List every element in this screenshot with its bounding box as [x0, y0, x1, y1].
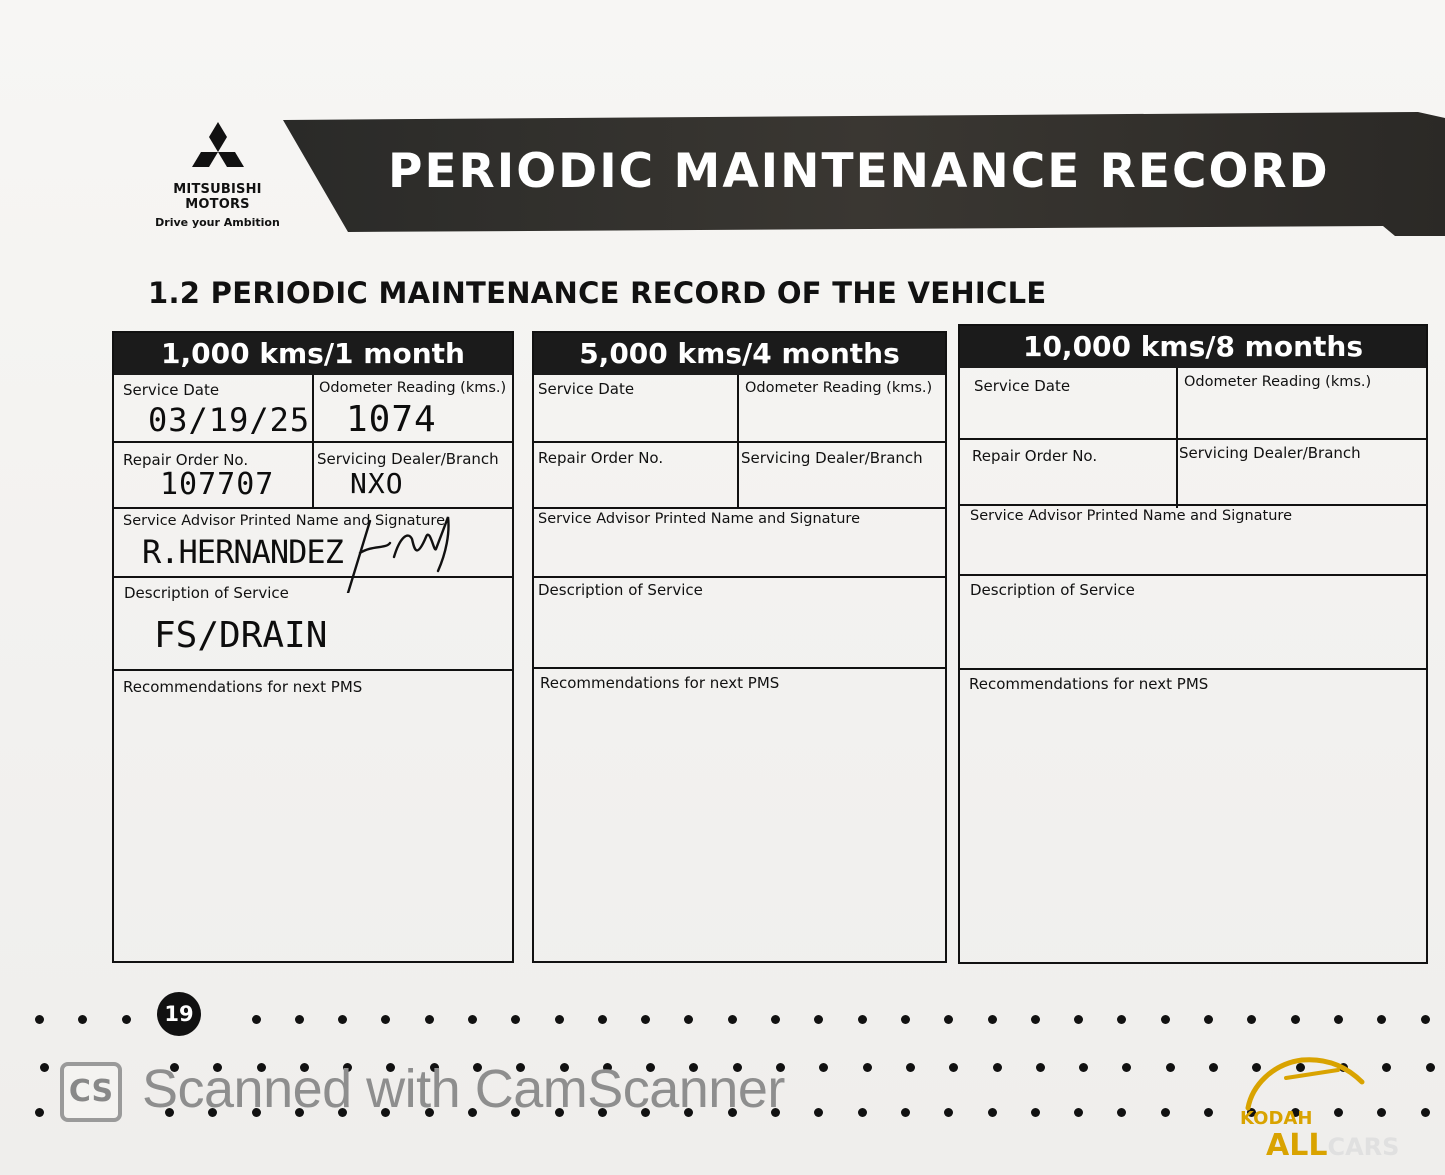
advisor-signature: [342, 513, 462, 593]
description-label: Description of Service: [970, 581, 1135, 599]
decorative-dot: [425, 1015, 434, 1024]
camscanner-icon: CS: [60, 1062, 122, 1122]
dealer-label: Servicing Dealer/Branch: [1179, 444, 1361, 462]
decorative-dot: [949, 1063, 958, 1072]
decorative-dot: [1377, 1015, 1386, 1024]
brand-tagline: Drive your Ambition: [155, 216, 280, 229]
decorative-dot: [993, 1063, 1002, 1072]
recommendations-label: Recommendations for next PMS: [969, 675, 1209, 693]
decorative-dot: [78, 1015, 87, 1024]
repair-order-label: Repair Order No.: [538, 449, 664, 467]
decorative-dot: [1334, 1015, 1343, 1024]
decorative-dot: [901, 1108, 910, 1117]
description-label: Description of Service: [538, 581, 703, 599]
service-date-label: Service Date: [123, 381, 220, 399]
car-outline-icon: [1242, 1056, 1372, 1116]
repair-order-value: 107707: [160, 467, 275, 502]
decorative-dot: [1117, 1108, 1126, 1117]
brand-line-1: MITSUBISHI: [173, 182, 262, 197]
repair-order-label: Repair Order No.: [972, 447, 1098, 465]
decorative-dot: [1074, 1015, 1083, 1024]
recommendations-label: Recommendations for next PMS: [540, 674, 780, 692]
odometer-value: 1074: [346, 399, 437, 440]
decorative-dot: [906, 1063, 915, 1072]
camscanner-watermark: Scanned with CamScanner: [142, 1059, 785, 1119]
decorative-dot: [819, 1063, 828, 1072]
dealer-label: Servicing Dealer/Branch: [317, 450, 499, 468]
decorative-dot: [863, 1063, 872, 1072]
decorative-dot: [1247, 1015, 1256, 1024]
decorative-dot: [511, 1015, 520, 1024]
description-label: Description of Service: [124, 584, 289, 602]
banner-title: PERIODIC MAINTENANCE RECORD: [388, 144, 1330, 199]
decorative-dot: [468, 1015, 477, 1024]
card-header: 1,000 kms/1 month: [114, 333, 512, 375]
mitsubishi-diamonds-icon: [188, 120, 248, 182]
decorative-dot: [1036, 1063, 1045, 1072]
decorative-dot: [1074, 1108, 1083, 1117]
decorative-dot: [771, 1015, 780, 1024]
decorative-dot: [988, 1108, 997, 1117]
decorative-dot: [858, 1015, 867, 1024]
description-value: FS/DRAIN: [154, 615, 328, 656]
odometer-label: Odometer Reading (kms.): [319, 380, 507, 396]
advisor-label: Service Advisor Printed Name and Signature: [970, 508, 1292, 524]
odometer-label: Odometer Reading (kms.): [745, 380, 933, 396]
decorative-dot: [35, 1015, 44, 1024]
title-banner: [283, 112, 1445, 236]
decorative-dot: [684, 1015, 693, 1024]
advisor-label: Service Advisor Printed Name and Signature: [123, 513, 445, 529]
decorative-dot: [858, 1108, 867, 1117]
section-title: 1.2 PERIODIC MAINTENANCE RECORD OF THE VEHICLE: [148, 276, 1047, 310]
mitsubishi-logo: [150, 120, 285, 229]
decorative-dot: [814, 1108, 823, 1117]
decorative-dot: [295, 1015, 304, 1024]
decorative-dot: [988, 1015, 997, 1024]
decorative-dot: [944, 1108, 953, 1117]
decorative-dot: [1291, 1015, 1300, 1024]
dealer-value: NXO: [350, 467, 404, 500]
record-card-10000: [958, 324, 1428, 964]
decorative-dot: [1421, 1015, 1430, 1024]
advisor-label: Service Advisor Printed Name and Signature: [538, 511, 860, 527]
decorative-dot: [1204, 1015, 1213, 1024]
service-date-label: Service Date: [974, 377, 1071, 395]
decorative-dot: [1204, 1108, 1213, 1117]
brand-line-2: MOTORS: [185, 197, 250, 212]
decorative-dot: [1031, 1015, 1040, 1024]
decorative-dot: [35, 1108, 44, 1117]
service-date-label: Service Date: [538, 380, 635, 398]
decorative-dot: [1166, 1063, 1175, 1072]
kodah-line-2: [1266, 1128, 1399, 1163]
decorative-dot: [598, 1015, 607, 1024]
decorative-dot: [1161, 1108, 1170, 1117]
decorative-dot: [1161, 1015, 1170, 1024]
dealer-label: Servicing Dealer/Branch: [741, 449, 923, 467]
decorative-dot: [40, 1063, 49, 1072]
decorative-dot: [1031, 1108, 1040, 1117]
decorative-dot: [338, 1015, 347, 1024]
decorative-dot: [252, 1015, 261, 1024]
kodah-all: ALL: [1266, 1128, 1328, 1163]
decorative-dot: [901, 1015, 910, 1024]
record-card-5000: [532, 331, 947, 963]
service-date-value: 03/19/25: [148, 401, 311, 439]
decorative-dot: [1117, 1015, 1126, 1024]
kodah-cars: CARS: [1327, 1133, 1400, 1161]
card-header: 10,000 kms/8 months: [960, 326, 1426, 368]
recommendations-label: Recommendations for next PMS: [123, 678, 363, 696]
decorative-dot: [814, 1015, 823, 1024]
decorative-dot: [555, 1015, 564, 1024]
decorative-dot: [728, 1015, 737, 1024]
card-header: 5,000 kms/4 months: [534, 333, 945, 375]
kodah-logo: [1238, 1056, 1438, 1166]
odometer-label: Odometer Reading (kms.): [1184, 374, 1372, 390]
decorative-dot: [1122, 1063, 1131, 1072]
page-number: 19: [157, 992, 201, 1036]
decorative-dot: [1079, 1063, 1088, 1072]
decorative-dot: [1209, 1063, 1218, 1072]
decorative-dot: [122, 1015, 131, 1024]
repair-order-label: Repair Order No.: [123, 451, 249, 469]
decorative-dot: [944, 1015, 953, 1024]
record-card-1000: [112, 331, 514, 963]
decorative-dot: [381, 1015, 390, 1024]
advisor-name-value: R.HERNANDEZ: [142, 533, 343, 571]
decorative-dot: [641, 1015, 650, 1024]
kodah-line-1: KODAH: [1240, 1108, 1313, 1129]
